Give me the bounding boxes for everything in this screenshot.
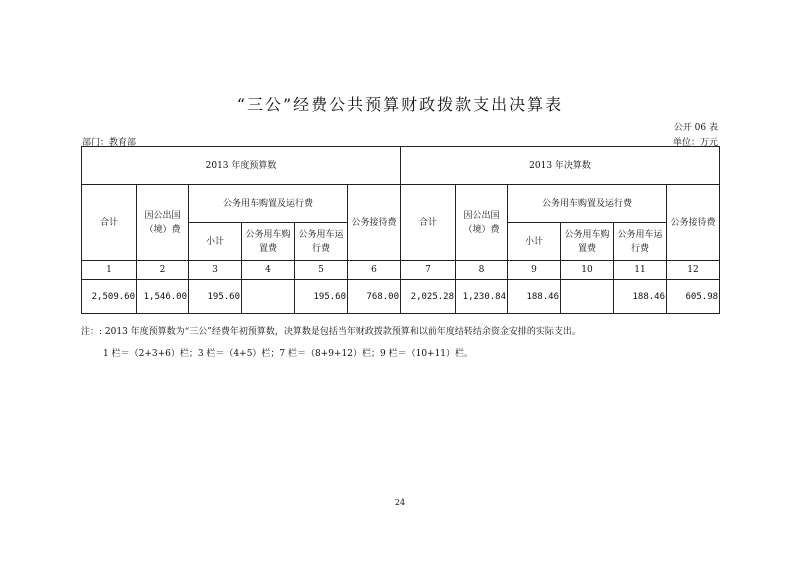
value-cell	[242, 280, 295, 314]
budget-operation-header: 公务用车运行费	[295, 223, 348, 261]
budget-abroad-header: 因公出国（境）费	[137, 185, 189, 261]
note-line-1: 注：: 2013 年度预算数为“三公”经费年初预算数，决算数是包括当年财政拨款预算和以前年度结转结余资金安排的实际支出。	[81, 327, 581, 337]
value-cell: 1,230.84	[456, 280, 508, 314]
page-title: “三公”经费公共预算财政拨款支出决算表	[236, 95, 564, 114]
col-number: 1	[82, 261, 137, 280]
column-number-row	[82, 261, 720, 280]
header-row-1	[82, 147, 720, 185]
value-cell: 195.60	[295, 280, 348, 314]
budget-reception-header: 公务接待费	[348, 185, 401, 261]
value-cell: 605.98	[667, 280, 720, 314]
value-row	[82, 280, 720, 314]
value-cell: 188.46	[508, 280, 561, 314]
col-number: 7	[401, 261, 456, 280]
col-number: 6	[348, 261, 401, 280]
col-number: 4	[242, 261, 295, 280]
page-number: 24	[394, 498, 406, 507]
col-number: 11	[614, 261, 667, 280]
unit-label: 单位：万元	[672, 138, 718, 148]
budget-subtotal-header: 小计	[189, 223, 242, 261]
final-abroad-header: 因公出国（境）费	[456, 185, 508, 261]
budget-purchase-header: 公务用车购置费	[242, 223, 295, 261]
col-number: 9	[508, 261, 561, 280]
value-cell: 1,546.00	[137, 280, 189, 314]
value-cell	[561, 280, 614, 314]
col-number: 2	[137, 261, 189, 280]
col-number: 5	[295, 261, 348, 280]
col-number: 8	[456, 261, 508, 280]
value-cell: 2,509.60	[82, 280, 137, 314]
final-vehicle-header: 公务用车购置及运行费	[508, 185, 667, 223]
budget-total-header: 合计	[82, 185, 137, 261]
note-line-2: 1 栏＝（2+3+6）栏；3 栏＝（4+5）栏；7 栏＝（8+9+12）栏；9 栏＝（10+11）栏。	[103, 349, 474, 359]
col-number: 12	[667, 261, 720, 280]
final-operation-header: 公务用车运行费	[614, 223, 667, 261]
value-cell: 188.46	[614, 280, 667, 314]
value-cell: 768.00	[348, 280, 401, 314]
budget-header: 2013 年度预算数	[82, 147, 401, 185]
notes	[81, 321, 581, 365]
form-number: 公开 06 表	[673, 123, 718, 133]
final-purchase-header: 公务用车购置费	[561, 223, 614, 261]
final-subtotal-header: 小计	[508, 223, 561, 261]
header-row-2	[82, 185, 720, 223]
budget-vehicle-header: 公务用车购置及运行费	[189, 185, 348, 223]
value-cell: 2,025.28	[401, 280, 456, 314]
final-header: 2013 年决算数	[401, 147, 720, 185]
col-number: 10	[561, 261, 614, 280]
value-cell: 195.60	[189, 280, 242, 314]
department-label: 部门：教育部	[82, 138, 137, 148]
expenditure-table	[81, 146, 720, 314]
col-number: 3	[189, 261, 242, 280]
final-total-header: 合计	[401, 185, 456, 261]
final-reception-header: 公务接待费	[667, 185, 720, 261]
